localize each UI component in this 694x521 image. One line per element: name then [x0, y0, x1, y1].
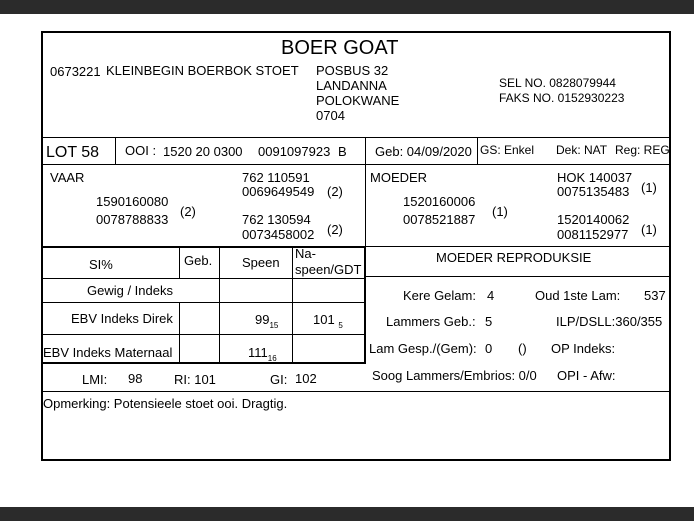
lam-gesp-gem: () — [518, 341, 527, 356]
sire-reg: 0078788833 — [96, 212, 169, 227]
naspeen-header-line-1: Na- — [295, 246, 316, 261]
ri-value: RI: 101 — [174, 372, 216, 387]
maternal-granddam-id: 1520140062 — [557, 212, 630, 227]
lammers-geb-value: 5 — [485, 314, 493, 329]
si-col-line-geb-head — [179, 246, 180, 278]
lmi-value: 98 — [128, 371, 143, 386]
speen-header: Speen — [242, 255, 280, 270]
moeder-label: MOEDER — [370, 170, 428, 185]
si-col-line-speen — [219, 246, 220, 362]
breeder-name: KLEINBEGIN BOERBOK STOET — [106, 63, 299, 78]
gi-value: 102 — [295, 371, 317, 386]
maternal-granddam-reg: 0081152977 — [557, 227, 629, 242]
lam-gesp-value: 0 — [485, 341, 493, 356]
ebv-direk-naspeen: 101 $_5$ — [313, 312, 343, 330]
repro-title-line — [365, 276, 671, 277]
frame-bottom — [41, 459, 671, 461]
si-header: SI% — [89, 257, 113, 272]
soog-lammers: Soog Lammers/Embrios: 0/0 — [372, 368, 537, 383]
pedigree-divider — [365, 164, 366, 247]
lam-gesp-label: Lam Gesp./(Gem): — [369, 341, 477, 356]
sire-count: (2) — [180, 204, 196, 219]
card-title: BOER GOAT — [281, 37, 399, 59]
si-table-right — [364, 246, 366, 364]
lot-divider — [115, 137, 116, 165]
lot-number: LOT 58 — [46, 144, 100, 161]
address-line-2: LANDANNA — [316, 78, 387, 93]
oud-lam-label: Oud 1ste Lam: — [535, 288, 621, 303]
ebv-direk-label: EBV Indeks Direk — [71, 311, 173, 326]
address-line-3: POLOKWANE — [316, 93, 400, 108]
lmi-label: LMI: — [82, 372, 108, 387]
si-row-line-1 — [41, 278, 365, 279]
maternal-grandsire-count: (1) — [641, 180, 657, 195]
paternal-granddam-count: (2) — [327, 222, 343, 237]
oud-lam-value: 537 — [644, 288, 666, 303]
kere-gelam-value: 4 — [487, 288, 495, 303]
si-col-line-geb-body — [179, 302, 180, 362]
maternal-granddam-count: (1) — [641, 222, 657, 237]
dam-id: 1520160006 — [403, 194, 476, 209]
paternal-granddam-id: 762 130594 — [242, 212, 311, 227]
sel-number: SEL NO. 0828079944 — [499, 76, 616, 90]
paternal-grandsire-id: 762 110591 — [242, 170, 310, 185]
op-indeks: OP Indeks: — [551, 341, 616, 356]
kere-gelam-label: Kere Gelam: — [403, 288, 476, 303]
lot-row-top-line — [41, 137, 671, 138]
gi-label: GI: — [270, 372, 288, 387]
paternal-grandsire-reg: 0069649549 — [242, 184, 315, 199]
remarks-line — [41, 391, 671, 392]
repro-top — [365, 246, 671, 247]
remarks: Opmerking: Potensieele stoet ooi. Dragtig. — [43, 396, 288, 411]
dam-count: (1) — [492, 204, 508, 219]
naspeen-header-line-2: speen/GDT — [295, 262, 362, 277]
si-row-line-2 — [41, 302, 365, 303]
ebv-maternaal-label: EBV Indeks Maternaal — [43, 345, 173, 360]
si-table-bottom — [41, 362, 365, 364]
ilp-dsll: ILP/DSLL:360/355 — [556, 314, 663, 329]
lot-row-bottom-line — [41, 164, 671, 165]
sire-id: 1590160080 — [96, 194, 169, 209]
maternal-grandsire-id: HOK 140037 — [557, 170, 633, 185]
catalogue-card — [0, 14, 694, 507]
ebv-direk-speen: $99_{15}$ — [255, 312, 279, 330]
vaar-label: VAAR — [50, 170, 85, 185]
ooi-label: OOI : — [125, 143, 157, 158]
address-line-4: 0704 — [316, 108, 345, 123]
dam-reg: 0078521887 — [403, 212, 476, 227]
gs-divider — [477, 137, 478, 165]
ooi-reg: 0091097923 — [258, 144, 331, 159]
paternal-grandsire-count: (2) — [327, 184, 343, 199]
maternal-grandsire-reg: 0075135483 — [557, 184, 630, 199]
repro-title: MOEDER REPRODUKSIE — [436, 250, 592, 265]
gewig-indeks-label: Gewig / Indeks — [87, 283, 173, 298]
gs-status: GS: Enkel — [480, 143, 535, 157]
dek-status: Dek: NAT — [556, 143, 608, 157]
si-col-line-naspeen — [292, 246, 293, 362]
ebv-maternaal-speen: $111_{16}$ — [248, 345, 277, 363]
paternal-granddam-reg: 0073458002 — [242, 227, 315, 242]
ooi-id: 1520 20 0300 — [163, 144, 243, 159]
geb-header: Geb. — [184, 253, 213, 268]
geb-divider — [365, 137, 366, 165]
frame-top — [41, 31, 671, 33]
ooi-grade: B — [338, 144, 347, 159]
opi-afw: OPI - Afw: — [557, 368, 616, 383]
address-line-1: POSBUS 32 — [316, 63, 389, 78]
si-row-line-3 — [41, 334, 365, 335]
si-table-top — [41, 246, 365, 248]
lammers-geb-label: Lammers Geb.: — [386, 314, 476, 329]
breeder-number: 0673221 — [50, 64, 101, 79]
birth-date: Geb: 04/09/2020 — [375, 144, 472, 159]
faks-number: FAKS NO. 0152930223 — [499, 91, 625, 105]
reg-status: Reg: REG — [615, 143, 670, 157]
